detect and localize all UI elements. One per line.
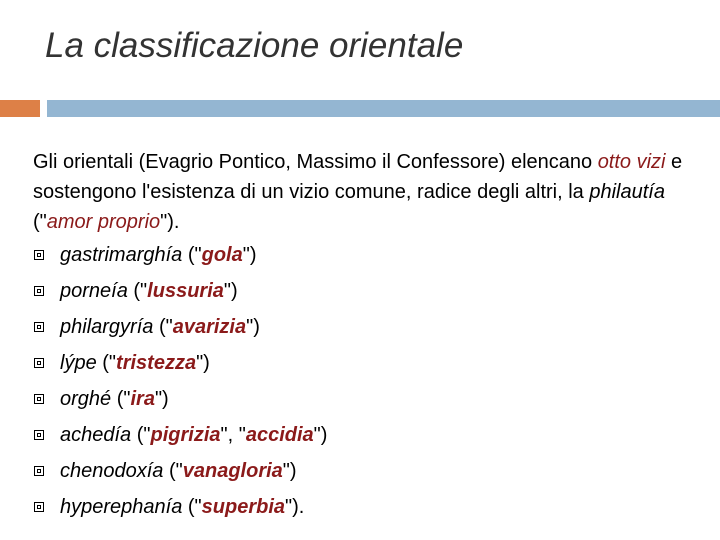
square-bullet-icon — [34, 430, 44, 440]
philautia-term: philautía — [589, 181, 665, 203]
punct-close: ") — [154, 388, 169, 410]
intro-text-2: e sostengono l'esistenza di un vizio comune, radice degli altri, la — [33, 151, 683, 203]
punct-open: (" — [163, 460, 183, 482]
list-item — [33, 309, 693, 345]
list-item — [33, 381, 693, 417]
vices-list — [33, 237, 693, 525]
greek-term: philargyría — [60, 316, 154, 338]
square-bullet-icon — [34, 466, 44, 476]
punct-close: ") — [246, 316, 260, 338]
list-item — [33, 453, 693, 489]
list-item — [33, 237, 693, 273]
greek-term: porneía — [60, 280, 128, 302]
punct-open: (" — [96, 352, 117, 374]
list-item — [33, 417, 693, 453]
intro-text-1: Gli orientali (Evagrio Pontico, Massimo il Confessore) elencano — [33, 151, 598, 173]
intro-paragraph — [33, 147, 693, 237]
square-bullet-icon — [34, 358, 44, 368]
punct-open: (" — [182, 244, 202, 266]
accent-bar — [0, 100, 40, 117]
greek-term: hyperephanía — [60, 496, 183, 518]
square-bullet-icon — [34, 502, 44, 512]
translation: lussuria — [147, 280, 224, 302]
list-item — [33, 345, 693, 381]
translation-2: accidia — [245, 424, 314, 446]
square-bullet-icon — [34, 286, 44, 296]
translation: superbia — [201, 496, 286, 518]
square-bullet-icon — [34, 250, 44, 260]
punct-close: ") — [282, 460, 297, 482]
translation: ira — [130, 388, 155, 410]
greek-term: achedía — [60, 424, 132, 446]
amor-proprio-highlight: amor proprio — [46, 211, 161, 233]
punct-close: ") — [313, 424, 328, 446]
square-bullet-icon — [34, 394, 44, 404]
translation: tristezza — [116, 352, 197, 374]
greek-term: orghé — [60, 388, 112, 410]
intro-text-3: (" — [33, 211, 47, 233]
greek-term: lýpe — [60, 352, 97, 374]
square-bullet-icon — [34, 322, 44, 332]
header-band — [47, 100, 720, 117]
otto-vizi-highlight: otto vizi — [597, 151, 666, 173]
list-item — [33, 273, 693, 309]
translation: pigrizia — [150, 424, 221, 446]
punct-close: ") — [223, 280, 238, 302]
list-item — [33, 489, 693, 525]
translation: vanagloria — [182, 460, 283, 482]
translation: avarizia — [172, 316, 247, 338]
punct-open: (" — [111, 388, 131, 410]
punct-mid: ", " — [220, 424, 246, 446]
punct-open: (" — [131, 424, 151, 446]
greek-term: gastrimarghía — [60, 244, 183, 266]
punct-open: (" — [153, 316, 173, 338]
slide-body — [33, 147, 693, 525]
punct-open: (" — [127, 280, 148, 302]
translation: gola — [201, 244, 243, 266]
intro-text-4: "). — [160, 211, 180, 233]
punct-close: ") — [196, 352, 210, 374]
punct-open: (" — [182, 496, 202, 518]
punct-close: ") — [242, 244, 257, 266]
greek-term: chenodoxía — [60, 460, 164, 482]
punct-close: "). — [285, 496, 305, 518]
slide-title: La classificazione orientale — [45, 26, 464, 65]
